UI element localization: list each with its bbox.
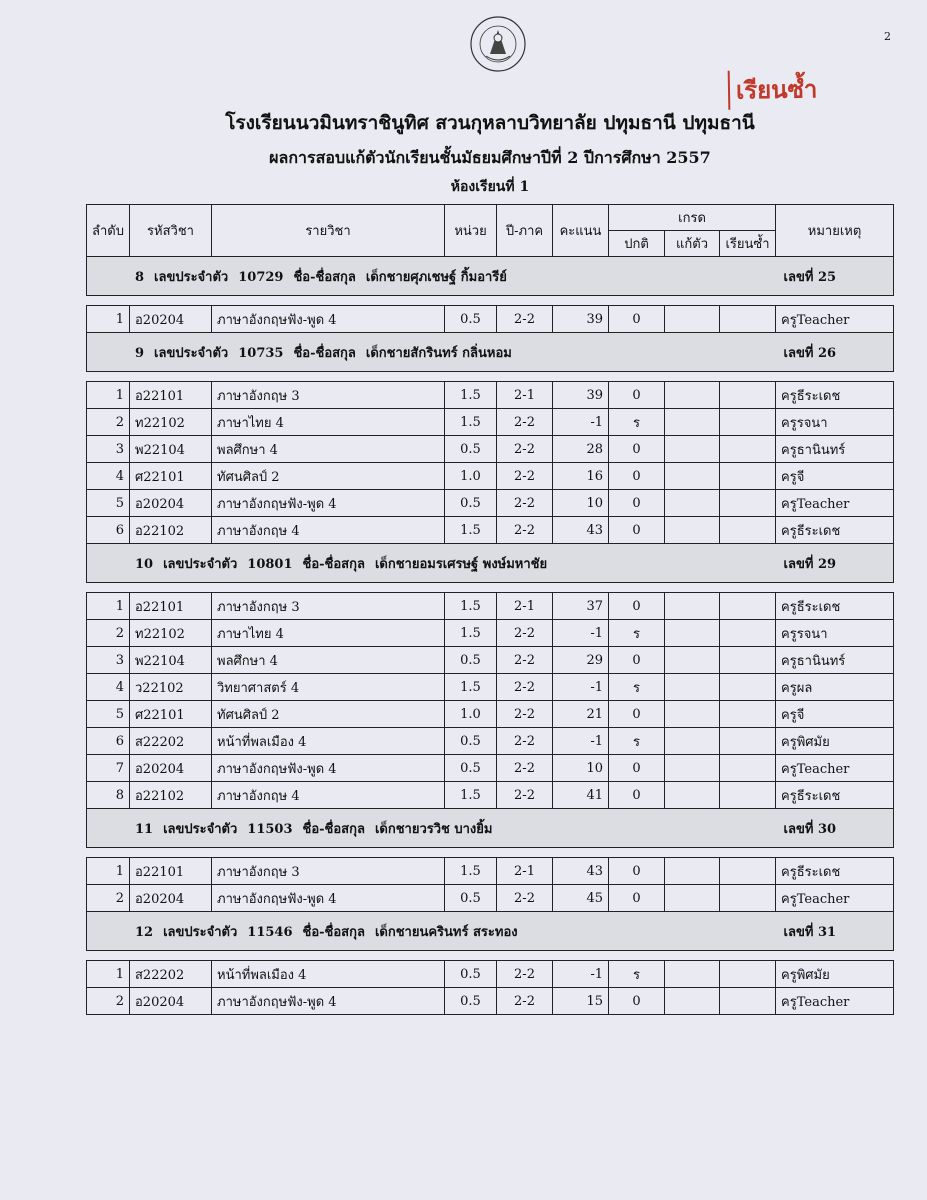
cell-unit: 1.5: [445, 382, 497, 409]
cell-grade-fix: [665, 382, 720, 409]
cell-unit: 1.5: [445, 620, 497, 647]
cell-grade-normal: 0: [609, 382, 665, 409]
student-no: 30: [817, 821, 837, 837]
student-number: [776, 544, 894, 583]
cell-grade-normal: ร: [609, 728, 665, 755]
student-seq: 12: [135, 924, 154, 940]
results-table: [86, 204, 894, 1015]
cell-score: 29: [553, 647, 609, 674]
col-order: ลำดับ: [87, 205, 130, 257]
cell-subject: ภาษาอังกฤษ 4: [212, 782, 445, 809]
cell-unit: 1.5: [445, 409, 497, 436]
cell-order: 6: [87, 728, 130, 755]
cell-grade-normal: 0: [609, 885, 665, 912]
student-header-row: [87, 912, 894, 951]
cell-subject: ภาษาอังกฤษฟัง-พูด 4: [212, 490, 445, 517]
student-no: 29: [817, 556, 837, 572]
cell-score: 10: [553, 755, 609, 782]
table-row: [87, 382, 894, 409]
cell-unit: 1.5: [445, 674, 497, 701]
cell-score: -1: [553, 620, 609, 647]
cell-order: 7: [87, 755, 130, 782]
cell-subject: ภาษาอังกฤษ 3: [212, 382, 445, 409]
cell-grade-repeat: [720, 382, 776, 409]
cell-grade-normal: 0: [609, 306, 665, 333]
cell-score: -1: [553, 409, 609, 436]
col-score: คะแนน: [553, 205, 609, 257]
cell-code: อ22101: [130, 382, 212, 409]
student-id-label: เลขประจำตัว: [154, 345, 229, 361]
cell-term: 2-1: [497, 858, 553, 885]
student-id: 10801: [247, 556, 293, 572]
cell-score: 16: [553, 463, 609, 490]
student-seq: 11: [135, 821, 154, 837]
cell-subject: ภาษาไทย 4: [212, 409, 445, 436]
cell-score: 10: [553, 490, 609, 517]
col-grade-fix: แก้ตัว: [665, 231, 720, 257]
cell-grade-fix: [665, 409, 720, 436]
cell-subject: ภาษาไทย 4: [212, 620, 445, 647]
cell-note: ครูจี: [776, 463, 894, 490]
cell-unit: 0.5: [445, 728, 497, 755]
cell-grade-normal: ร: [609, 409, 665, 436]
cell-order: 5: [87, 701, 130, 728]
cell-order: 1: [87, 306, 130, 333]
cell-grade-repeat: [720, 620, 776, 647]
student-name: เด็กชายวรวิช บางยิ้ม: [374, 821, 493, 837]
cell-grade-fix: [665, 755, 720, 782]
cell-unit: 1.5: [445, 517, 497, 544]
cell-term: 2-1: [497, 593, 553, 620]
student-number: [776, 912, 894, 951]
cell-note: ครูธานินทร์: [776, 647, 894, 674]
student-id: 10735: [238, 345, 284, 361]
table-row: [87, 782, 894, 809]
cell-grade-repeat: [720, 517, 776, 544]
col-grade: เกรด: [609, 205, 776, 231]
cell-unit: 1.5: [445, 782, 497, 809]
student-info: [87, 912, 776, 951]
cell-code: ท22102: [130, 620, 212, 647]
cell-note: ครูพิศมัย: [776, 961, 894, 988]
student-id-label: เลขประจำตัว: [154, 269, 229, 285]
cell-score: 41: [553, 782, 609, 809]
cell-grade-fix: [665, 593, 720, 620]
spacer-row: [87, 951, 894, 961]
student-id-label: เลขประจำตัว: [163, 924, 238, 940]
cell-unit: 0.5: [445, 490, 497, 517]
room-label: ห้องเรียนที่ 1: [450, 179, 530, 195]
cell-code: ส22202: [130, 728, 212, 755]
cell-note: ครูจี: [776, 701, 894, 728]
cell-score: 37: [553, 593, 609, 620]
spacer-row: [87, 372, 894, 382]
col-subject: รายวิชา: [212, 205, 445, 257]
cell-term: 2-1: [497, 382, 553, 409]
cell-score: 45: [553, 885, 609, 912]
cell-code: อ20204: [130, 988, 212, 1015]
cell-note: ครูTeacher: [776, 988, 894, 1015]
table-row: [87, 701, 894, 728]
student-name: เด็กชายสักรินทร์ กลิ่นหอม: [365, 345, 512, 361]
spacer-row: [87, 583, 894, 593]
student-no-label: เลขที่: [783, 821, 814, 837]
cell-grade-normal: 0: [609, 436, 665, 463]
cell-grade-normal: 0: [609, 755, 665, 782]
page-number: 2: [884, 30, 891, 43]
cell-unit: 0.5: [445, 647, 497, 674]
cell-grade-fix: [665, 517, 720, 544]
cell-subject: หน้าที่พลเมือง 4: [212, 728, 445, 755]
cell-score: 15: [553, 988, 609, 1015]
cell-order: 5: [87, 490, 130, 517]
table-header: [87, 205, 894, 257]
cell-unit: 0.5: [445, 988, 497, 1015]
student-no: 25: [817, 269, 837, 285]
student-name-label: ชื่อ-ชื่อสกุล: [302, 821, 365, 837]
cell-subject: ภาษาอังกฤษ 4: [212, 517, 445, 544]
cell-subject: ภาษาอังกฤษฟัง-พูด 4: [212, 988, 445, 1015]
spacer-row: [87, 296, 894, 306]
cell-unit: 0.5: [445, 306, 497, 333]
student-name-label: ชื่อ-ชื่อสกุล: [293, 345, 356, 361]
cell-unit: 1.5: [445, 858, 497, 885]
cell-grade-fix: [665, 961, 720, 988]
cell-order: 1: [87, 961, 130, 988]
cell-grade-fix: [665, 436, 720, 463]
table-body: [87, 257, 894, 1015]
school-seal-icon: [468, 14, 528, 74]
cell-term: 2-2: [497, 988, 553, 1015]
col-grade-repeat: เรียนซ้ำ: [720, 231, 776, 257]
cell-order: 6: [87, 517, 130, 544]
student-name: เด็กชายศุภเชษฐ์ กิ้มอารีย์: [365, 269, 507, 285]
cell-term: 2-2: [497, 782, 553, 809]
cell-grade-fix: [665, 858, 720, 885]
cell-note: ครูธีระเดช: [776, 517, 894, 544]
student-name-label: ชื่อ-ชื่อสกุล: [293, 269, 356, 285]
school-title: โรงเรียนนวมินทราชินูทิศ สวนกุหลาบวิทยาลัย ปทุมธานี ปทุมธานี: [225, 112, 755, 134]
table-row: [87, 517, 894, 544]
student-seq: 9: [135, 345, 145, 361]
cell-grade-normal: 0: [609, 647, 665, 674]
cell-grade-repeat: [720, 728, 776, 755]
cell-grade-fix: [665, 782, 720, 809]
cell-grade-repeat: [720, 463, 776, 490]
cell-grade-fix: [665, 988, 720, 1015]
cell-grade-fix: [665, 620, 720, 647]
cell-grade-fix: [665, 728, 720, 755]
cell-note: ครูTeacher: [776, 885, 894, 912]
student-number: [776, 257, 894, 296]
cell-grade-repeat: [720, 436, 776, 463]
cell-grade-normal: 0: [609, 782, 665, 809]
cell-grade-fix: [665, 306, 720, 333]
cell-grade-fix: [665, 885, 720, 912]
cell-subject: ภาษาอังกฤษ 3: [212, 858, 445, 885]
report-subtitle: ผลการสอบแก้ตัวนักเรียนชั้นมัธยมศึกษาปีที่ 2 ปีการศึกษา 2557: [269, 148, 711, 167]
cell-subject: ภาษาอังกฤษ 3: [212, 593, 445, 620]
cell-unit: 0.5: [445, 961, 497, 988]
student-header-row: [87, 257, 894, 296]
cell-grade-fix: [665, 674, 720, 701]
cell-grade-normal: 0: [609, 858, 665, 885]
cell-term: 2-2: [497, 436, 553, 463]
col-unit: หน่วย: [445, 205, 497, 257]
cell-code: ท22102: [130, 409, 212, 436]
student-no: 31: [817, 924, 837, 940]
cell-grade-normal: ร: [609, 620, 665, 647]
cell-code: ว22102: [130, 674, 212, 701]
student-no-label: เลขที่: [783, 269, 814, 285]
student-no-label: เลขที่: [783, 345, 814, 361]
table-row: [87, 961, 894, 988]
student-no-label: เลขที่: [783, 924, 814, 940]
student-id-label: เลขประจำตัว: [163, 821, 238, 837]
cell-code: ส22202: [130, 961, 212, 988]
table-row: [87, 436, 894, 463]
cell-code: ศ22101: [130, 701, 212, 728]
cell-subject: หน้าที่พลเมือง 4: [212, 961, 445, 988]
cell-score: 43: [553, 858, 609, 885]
table-row: [87, 858, 894, 885]
cell-note: ครูTeacher: [776, 490, 894, 517]
cell-score: -1: [553, 674, 609, 701]
student-info: [87, 257, 776, 296]
cell-score: 43: [553, 517, 609, 544]
cell-order: 1: [87, 858, 130, 885]
cell-unit: 1.0: [445, 463, 497, 490]
cell-code: อ20204: [130, 490, 212, 517]
cell-grade-repeat: [720, 701, 776, 728]
student-id-label: เลขประจำตัว: [163, 556, 238, 572]
cell-unit: 0.5: [445, 885, 497, 912]
cell-code: อ22101: [130, 858, 212, 885]
student-name-label: ชื่อ-ชื่อสกุล: [302, 924, 365, 940]
repeat-class-stamp: เรียนซ้ำ: [728, 69, 818, 110]
cell-term: 2-2: [497, 755, 553, 782]
cell-grade-normal: 0: [609, 988, 665, 1015]
table-row: [87, 620, 894, 647]
cell-term: 2-2: [497, 647, 553, 674]
cell-term: 2-2: [497, 728, 553, 755]
cell-note: ครูผล: [776, 674, 894, 701]
student-number: [776, 809, 894, 848]
cell-grade-repeat: [720, 782, 776, 809]
cell-grade-repeat: [720, 593, 776, 620]
cell-order: 4: [87, 463, 130, 490]
cell-score: 39: [553, 382, 609, 409]
table-row: [87, 463, 894, 490]
cell-grade-fix: [665, 490, 720, 517]
cell-code: อ20204: [130, 306, 212, 333]
cell-note: ครูธีระเดช: [776, 782, 894, 809]
cell-term: 2-2: [497, 517, 553, 544]
cell-note: ครูTeacher: [776, 306, 894, 333]
col-term: ปี-ภาค: [497, 205, 553, 257]
cell-subject: ทัศนศิลป์ 2: [212, 701, 445, 728]
cell-order: 2: [87, 885, 130, 912]
table-row: [87, 647, 894, 674]
cell-order: 3: [87, 436, 130, 463]
student-name-label: ชื่อ-ชื่อสกุล: [302, 556, 365, 572]
cell-note: ครูธีระเดช: [776, 593, 894, 620]
student-seq: 8: [135, 269, 145, 285]
cell-code: พ22104: [130, 647, 212, 674]
cell-grade-repeat: [720, 961, 776, 988]
cell-order: 8: [87, 782, 130, 809]
cell-term: 2-2: [497, 409, 553, 436]
cell-note: ครูTeacher: [776, 755, 894, 782]
table-row: [87, 409, 894, 436]
cell-note: ครูธีระเดช: [776, 382, 894, 409]
cell-code: พ22104: [130, 436, 212, 463]
cell-grade-repeat: [720, 409, 776, 436]
cell-subject: ภาษาอังกฤษฟัง-พูด 4: [212, 306, 445, 333]
cell-code: อ22101: [130, 593, 212, 620]
cell-term: 2-2: [497, 306, 553, 333]
cell-grade-normal: 0: [609, 593, 665, 620]
col-note: หมายเหตุ: [776, 205, 894, 257]
table-row: [87, 674, 894, 701]
cell-grade-repeat: [720, 647, 776, 674]
table-row: [87, 490, 894, 517]
student-info: [87, 544, 776, 583]
cell-score: -1: [553, 961, 609, 988]
cell-order: 3: [87, 647, 130, 674]
cell-code: อ22102: [130, 782, 212, 809]
col-code: รหัสวิชา: [130, 205, 212, 257]
cell-score: 28: [553, 436, 609, 463]
cell-term: 2-2: [497, 490, 553, 517]
student-info: [87, 333, 776, 372]
cell-code: อ20204: [130, 755, 212, 782]
cell-code: อ20204: [130, 885, 212, 912]
cell-subject: ทัศนศิลป์ 2: [212, 463, 445, 490]
student-name: เด็กชายนครินทร์ สระทอง: [374, 924, 518, 940]
cell-unit: 0.5: [445, 755, 497, 782]
table-row: [87, 728, 894, 755]
spacer-row: [87, 848, 894, 858]
cell-score: 39: [553, 306, 609, 333]
cell-order: 4: [87, 674, 130, 701]
cell-subject: วิทยาศาสตร์ 4: [212, 674, 445, 701]
student-header-row: [87, 544, 894, 583]
cell-order: 1: [87, 382, 130, 409]
cell-grade-fix: [665, 647, 720, 674]
cell-grade-repeat: [720, 858, 776, 885]
cell-note: ครูรจนา: [776, 620, 894, 647]
cell-score: -1: [553, 728, 609, 755]
cell-score: 21: [553, 701, 609, 728]
student-number: [776, 333, 894, 372]
cell-grade-normal: ร: [609, 674, 665, 701]
student-no: 26: [817, 345, 837, 361]
student-header-row: [87, 809, 894, 848]
student-seq: 10: [135, 556, 154, 572]
cell-grade-fix: [665, 463, 720, 490]
cell-note: ครูธีระเดช: [776, 858, 894, 885]
cell-term: 2-2: [497, 701, 553, 728]
cell-code: อ22102: [130, 517, 212, 544]
cell-grade-normal: 0: [609, 463, 665, 490]
cell-order: 2: [87, 620, 130, 647]
table-row: [87, 593, 894, 620]
cell-note: ครูธานินทร์: [776, 436, 894, 463]
cell-grade-normal: 0: [609, 490, 665, 517]
table-row: [87, 988, 894, 1015]
cell-grade-repeat: [720, 306, 776, 333]
cell-subject: พลศึกษา 4: [212, 647, 445, 674]
table-row: [87, 885, 894, 912]
student-id: 10729: [238, 269, 284, 285]
cell-grade-fix: [665, 701, 720, 728]
student-header-row: [87, 333, 894, 372]
student-name: เด็กชายอมรเศรษฐ์ พงษ์มหาชัย: [374, 556, 548, 572]
cell-grade-normal: 0: [609, 517, 665, 544]
cell-note: ครูพิศมัย: [776, 728, 894, 755]
cell-unit: 1.5: [445, 593, 497, 620]
cell-term: 2-2: [497, 961, 553, 988]
cell-term: 2-2: [497, 674, 553, 701]
cell-order: 2: [87, 988, 130, 1015]
cell-term: 2-2: [497, 885, 553, 912]
cell-term: 2-2: [497, 620, 553, 647]
cell-subject: ภาษาอังกฤษฟัง-พูด 4: [212, 755, 445, 782]
cell-code: ศ22101: [130, 463, 212, 490]
student-id: 11546: [247, 924, 293, 940]
table-row: [87, 306, 894, 333]
student-no-label: เลขที่: [783, 556, 814, 572]
cell-note: ครูรจนา: [776, 409, 894, 436]
col-grade-normal: ปกติ: [609, 231, 665, 257]
cell-grade-repeat: [720, 490, 776, 517]
student-info: [87, 809, 776, 848]
cell-subject: ภาษาอังกฤษฟัง-พูด 4: [212, 885, 445, 912]
cell-subject: พลศึกษา 4: [212, 436, 445, 463]
cell-grade-repeat: [720, 988, 776, 1015]
cell-grade-repeat: [720, 755, 776, 782]
cell-unit: 1.0: [445, 701, 497, 728]
cell-order: 1: [87, 593, 130, 620]
cell-order: 2: [87, 409, 130, 436]
cell-unit: 0.5: [445, 436, 497, 463]
cell-grade-normal: ร: [609, 961, 665, 988]
cell-grade-normal: 0: [609, 701, 665, 728]
table-row: [87, 755, 894, 782]
student-id: 11503: [247, 821, 293, 837]
cell-grade-repeat: [720, 885, 776, 912]
cell-term: 2-2: [497, 463, 553, 490]
cell-grade-repeat: [720, 674, 776, 701]
